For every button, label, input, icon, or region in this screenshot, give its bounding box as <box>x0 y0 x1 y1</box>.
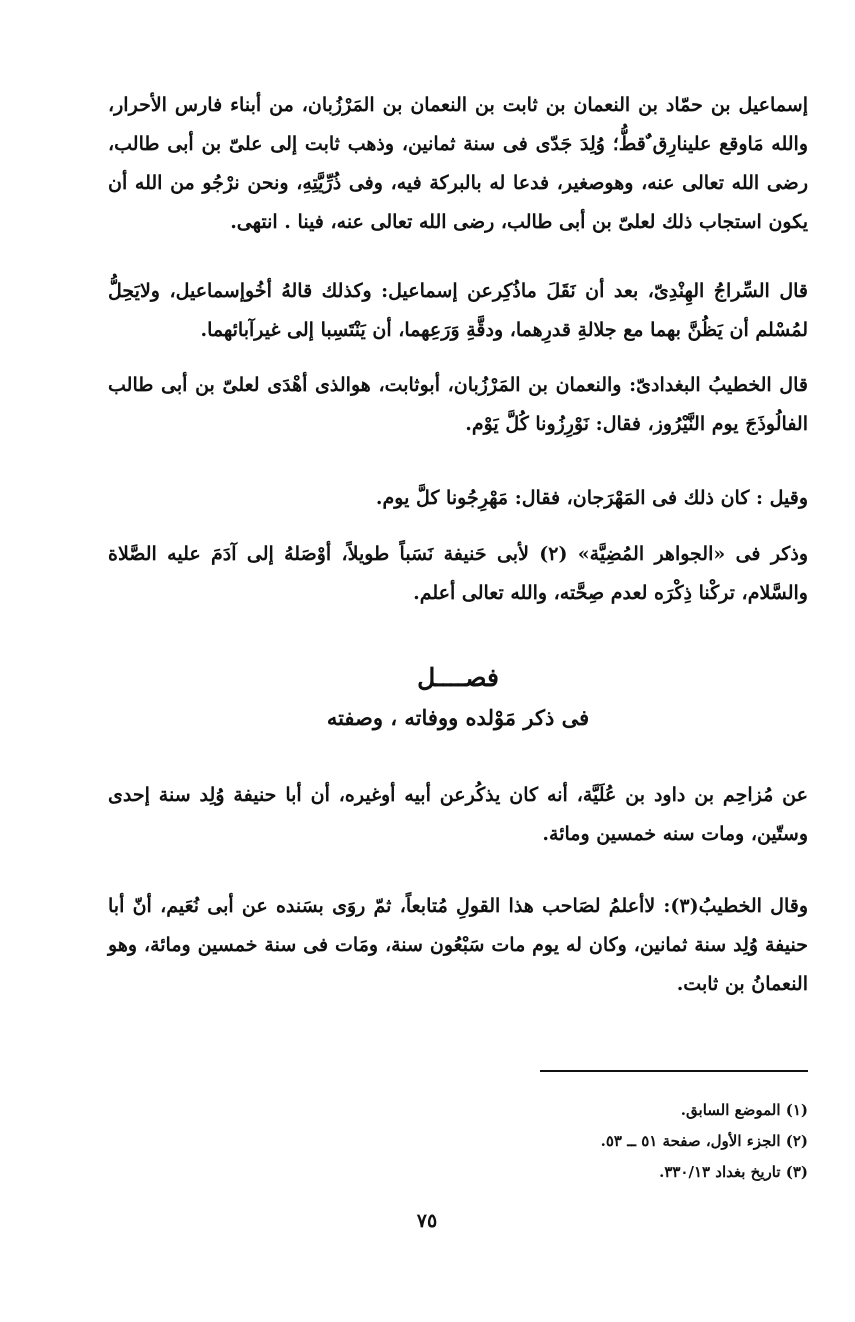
footnote-divider <box>540 1070 808 1072</box>
section-title: فصــــل <box>417 663 499 692</box>
paragraph-khatib-baghdadi: قال الخطيبُ البغدادىّ: والنعمان بن المَرْزُبان، أبوثابت، هوالذى أهْدَى لعلىّ بن أبى طالب الفالُوذَجَ يوم النَّيْرُوز، فقال: نَوْرِزُونا كُلَّ يَوْم. <box>108 374 808 435</box>
page-number: ٧٥ <box>416 1210 438 1232</box>
paragraph-siraj-hindi: قال السِّراجُ الهِنْدِىّ، بعد أن نَقَلَ ماذُكِرعن إسماعيل: وكذلك قالهُ أخُوإسماعيل، ولايَحِلُّ لمُسْلم أن يَظُنَّ بهما مع جلالةِ قدرِهما، ودقَّةِ وَرَعِهما، أن يَنْتَسِبا إلى غيرآبائهما. <box>108 280 808 341</box>
paragraph-mahrajan: وقيل : كان ذلك فى المَهْرَجان، فقال: مَهْرِجُونا كلَّ يوم. <box>375 487 808 509</box>
paragraph-jawahir-mudiyya: وذكر فى «الجواهر المُضِيَّة» (٢) لأبى حَنيفة نَسَباً طويلاً، أوْصَلهُ إلى آدَمَ عليه الصَّلاة والسَّلام، تركْنا ذِكْرَه لعدم صِحَّته، والله تعالى أعلم. <box>108 543 808 604</box>
footnote-item: (١) الموضع السابق. <box>680 1101 808 1119</box>
paragraph-khatib-abu-nuaym: وقال الخطيبُ(٣): لاأعلمُ لصَاحب هذا القولِ مُتابعاً، ثمّ روَى بسَنده عن أبى نُعَيم، أنّ أبا حنيفة وُلِد سنة ثمانين، وكان له يوم مات سَبْعُون سنة، ومَات فى سنة خمسين ومائة، وهو النعمانُ بن ثابت. <box>108 895 809 995</box>
footnote-item: (٣) تاريخ بغداد ٣٣٠/١٣. <box>659 1163 808 1181</box>
paragraph-ismail-lineage: إسماعيل بن حمّاد بن النعمان بن ثابت بن النعمان بن المَرْزُبان، من أبناء فارس الأحرار، والله مَاوقع علينارِق ٌقطُّ؛ وُلِدَ جَدّى فى سنة ثمانين، وذهب ثابت إلى علىّ بن أبى طالب، رضى الله تعالى عنه، وهوصغير، فدعا له بالبركة فيه، وفى ذُرِّيَّتِهِ، ونحن نرْجُو من الله أن يكون استجاب ذلك لعلىّ بن أبى طالب، رضى الله تعالى عنه، فينا . انتهى. <box>108 94 808 233</box>
footnotes <box>420 1095 808 1188</box>
footnote-item: (٢) الجزء الأول، صفحة ٥١ ــ ٥٣. <box>600 1132 808 1150</box>
paragraph-muzahim: عن مُزاحِم بن داود بن عُلَيَّة، أنه كان يذكُرعن أبيه أوغيره، أن أبا حنيفة وُلِد سنة إحدى وستّين، ومات سنه خمسين ومائة. <box>108 784 808 845</box>
section-subtitle: فى ذكر مَوْلده ووفاته ، وصفته <box>326 705 590 730</box>
